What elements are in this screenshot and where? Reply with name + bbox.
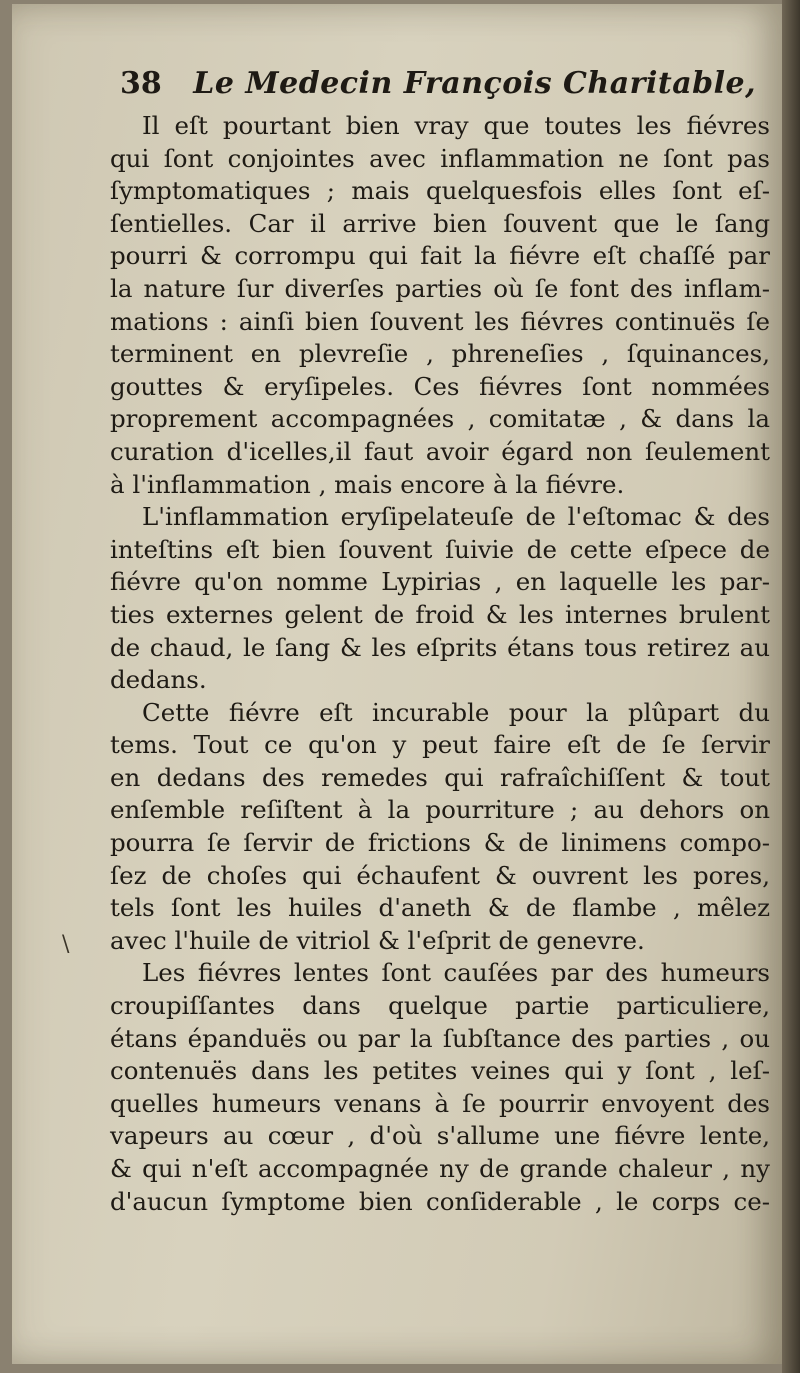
text-line: gouttes & eryſipeles. Ces fiévres ſont nommées: [110, 371, 770, 401]
text-line: vapeurs au cœur , d'où s'allume une fiévre lente,: [110, 1121, 770, 1151]
text-line: curation d'icelles,il faut avoir égard non ſeulement: [110, 436, 770, 466]
margin-mark: \: [62, 932, 70, 957]
text-line: tels ſont les huiles d'aneth & de flambe , mêlez: [110, 893, 770, 923]
text-body: [110, 110, 770, 1218]
running-header: [120, 66, 760, 101]
text-line: L'inflammation eryſipelateuſe de l'eſtomac & des: [142, 502, 770, 532]
text-line: ſez de choſes qui échaufent & ouvrent les pores,: [110, 860, 770, 890]
text-line: terminent en plevreſie , phreneſies , ſquinances,: [110, 339, 770, 369]
running-title: Le Medecin François Charitable,: [193, 66, 757, 101]
text-line: d'aucun ſymptome bien conſiderable , le corps ce-: [110, 1186, 770, 1216]
text-line: à l'inflammation , mais encore à la fiévre.: [110, 469, 625, 499]
text-line: Les fiévres lentes ſont cauſées par des humeurs: [142, 958, 770, 988]
text-line: pourra ſe ſervir de frictions & de linimens compo-: [110, 828, 770, 858]
text-line: Il eſt pourtant bien vray que toutes les fiévres: [142, 111, 770, 140]
text-line: contenuës dans les petites veines qui y ſont , leſ-: [110, 1056, 770, 1086]
page-number: 38: [120, 66, 162, 101]
text-line: en dedans des remedes qui rafraîchiſſent & tout: [110, 762, 770, 792]
text-line: ſymptomatiques ; mais quelquesfois elles ſont eſ-: [110, 176, 770, 206]
text-line: la nature ſur diverſes parties où ſe font des inflam-: [110, 273, 770, 303]
text-line: de chaud, le ſang & les eſprits étans tous retirez au: [110, 632, 770, 662]
text-line: croupiſſantes dans quelque partie particuliere,: [110, 991, 770, 1021]
text-line: qui ſont conjointes avec inflammation ne ſont pas: [110, 143, 770, 173]
text-line: pourri & corrompu qui fait la fiévre eſt chaſſé par: [110, 241, 770, 271]
text-line: avec l'huile de vitriol & l'eſprit de genevre.: [110, 925, 645, 955]
text-line: Cette fiévre eſt incurable pour la plûpart du: [142, 697, 770, 727]
text-line: ties externes gelent de froid & les internes brulent: [110, 599, 770, 629]
page-edge-shadow: [782, 0, 800, 1373]
text-line: enſemble reſiſtent à la pourriture ; au dehors on: [110, 795, 770, 825]
text-line: fiévre qu'on nomme Lypirias , en laquelle les par-: [110, 567, 770, 597]
text-line: tems. Tout ce qu'on y peut faire eſt de ſe ſervir: [110, 730, 770, 760]
text-line: mations : ainſi bien ſouvent les fiévres continuës ſe: [110, 306, 770, 336]
text-line: inteſtins eſt bien ſouvent ſuivie de cette eſpece de: [110, 534, 770, 564]
text-line: quelles humeurs venans à ſe pourrir envoyent des: [110, 1088, 770, 1118]
text-line: ſentielles. Car il arrive bien ſouvent que le ſang: [110, 208, 770, 238]
text-line: proprement accompagnées , comitatæ , & dans la: [110, 404, 770, 434]
text-line: étans épanduës ou par la ſubſtance des parties , ou: [110, 1023, 770, 1053]
text-line: dedans.: [110, 665, 207, 695]
text-line: & qui n'eſt accompagnée ny de grande chaleur , ny: [110, 1154, 770, 1183]
